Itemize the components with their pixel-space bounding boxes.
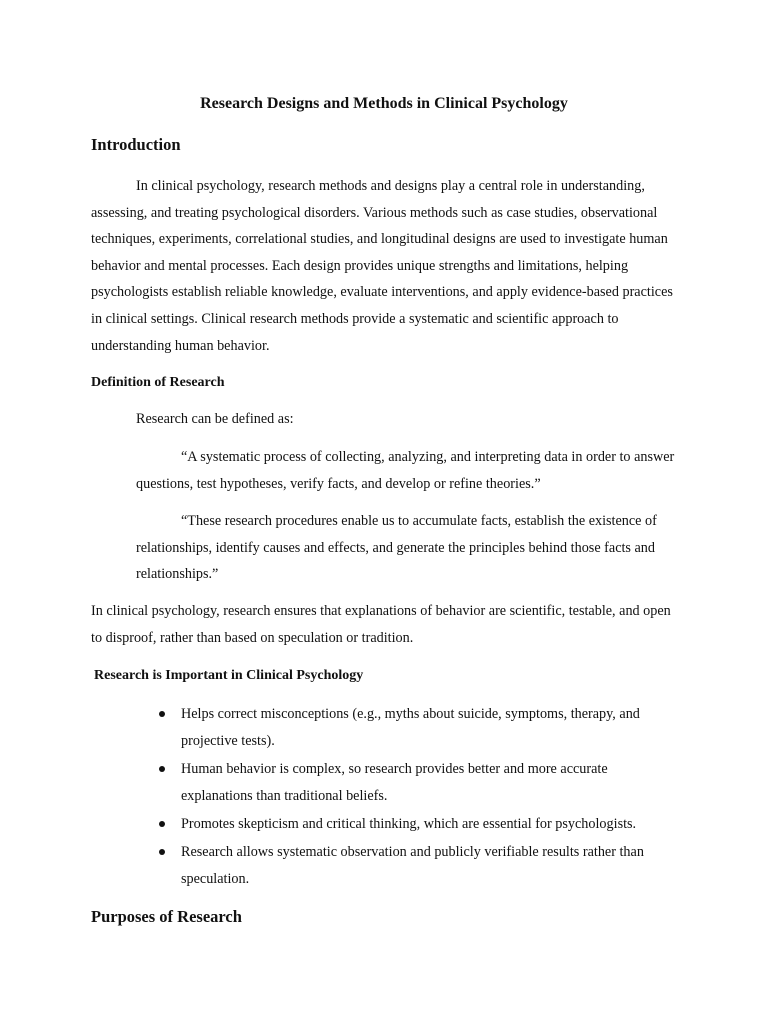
definition-heading: Definition of Research [91, 375, 225, 390]
bullet-icon [159, 821, 165, 827]
list-item [0, 756, 681, 810]
list-item [0, 839, 681, 893]
bullet-icon [159, 849, 165, 855]
importance-bullet-list [0, 701, 768, 894]
list-item-text: Helps correct misconceptions (e.g., myths about suicide, symptoms, therapy, and projective tests). [181, 706, 640, 749]
list-item [0, 701, 681, 755]
list-item-text: Research allows systematic observation and publicly verifiable results rather than speculation. [181, 844, 644, 887]
purposes-heading: Purposes of Research [91, 907, 242, 926]
definition-closing-paragraph: In clinical psychology, research ensures that explanations of behavior are scientific, testable, and open to disproof, rather than based on speculation or tradition. [91, 603, 671, 646]
document-title: Research Designs and Methods in Clinical Psychology [200, 95, 568, 112]
bullet-icon [159, 766, 165, 772]
definition-lead: Research can be defined as: [136, 411, 294, 427]
introduction-heading: Introduction [91, 135, 181, 154]
definition-quote-2: “These research procedures enable us to accumulate facts, establish the existence of relationships, identify causes and effects, and generate the principles behind those facts and relationships.” [136, 513, 657, 583]
introduction-paragraph: In clinical psychology, research methods and designs play a central role in understanding, assessing, and treating psychological disorders. Various methods such as case studies, observational techniques, experiments, correlational studies, and longitudinal designs are used to investigate human behavior and mental processes. Each design provides unique strengths and limitations, helping psychologists establish reliable knowledge, evaluate interventions, and apply evidence-based practices in clinical settings. Clinical research methods provide a systematic and scientific approach to understanding human behavior. [91, 178, 673, 354]
list-item-text: Promotes skepticism and critical thinking, which are essential for psychologists. [181, 816, 637, 832]
bullet-icon [159, 711, 165, 717]
importance-heading: Research is Important in Clinical Psychology [94, 668, 364, 683]
list-item [0, 811, 681, 838]
list-item-text: Human behavior is complex, so research provides better and more accurate explanations than traditional beliefs. [181, 761, 608, 804]
definition-quote-1: “A systematic process of collecting, analyzing, and interpreting data in order to answer questions, test hypotheses, verify facts, and develop or refine theories.” [136, 449, 675, 492]
